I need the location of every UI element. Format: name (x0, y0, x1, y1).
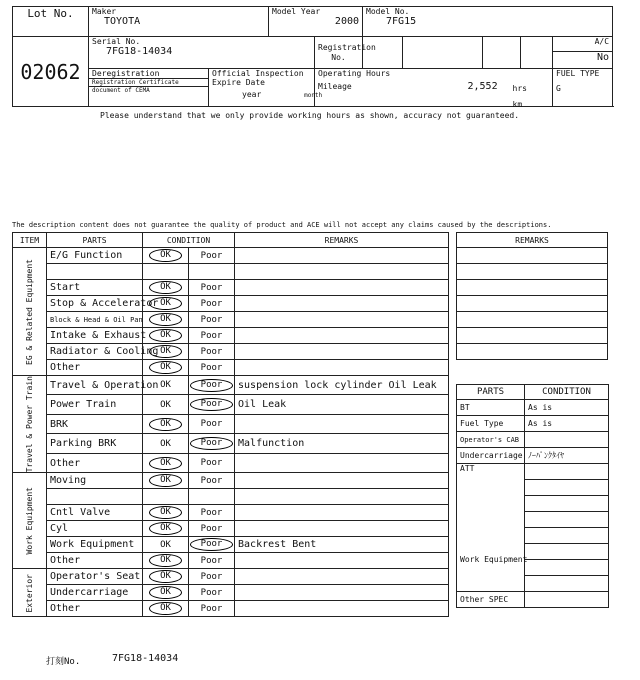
part-name: E/G Function (47, 248, 143, 264)
ok-cell (143, 248, 189, 264)
remark: suspension lock cylinder Oil Leak (235, 376, 449, 395)
part-name (47, 264, 143, 280)
ok-mark: OK (149, 418, 182, 431)
part-name: Start (47, 280, 143, 296)
remarks-header: REMARKS (235, 233, 449, 248)
remark (235, 248, 449, 264)
ok-cell (143, 328, 189, 344)
ok-cell (143, 537, 189, 553)
ok-mark: OK (149, 554, 182, 567)
spec-condition-header: CONDITION (525, 385, 609, 400)
remark (235, 569, 449, 585)
poor-cell (189, 521, 235, 537)
part-name: BRK (47, 414, 143, 433)
disclaimer: The description content does not guarantee the quality of product and ACE will not accept any claims caused by the descriptions. (12, 221, 552, 229)
right-remarks-row (457, 328, 608, 344)
ok-cell (143, 376, 189, 395)
part-name: Cyl (47, 521, 143, 537)
part-name: Undercarriage (47, 585, 143, 601)
condition-header: CONDITION (143, 233, 235, 248)
serial-cell (89, 37, 315, 69)
poor-mark: Poor (190, 398, 234, 411)
spec-cond (525, 528, 609, 544)
condition-row (13, 344, 449, 360)
poor-cell (189, 505, 235, 521)
spec-part: Undercarriage (457, 448, 525, 464)
remark (235, 296, 449, 312)
spec-cond (525, 496, 609, 512)
ok-mark: OK (149, 313, 182, 326)
condition-row (13, 280, 449, 296)
ok-cell (143, 489, 189, 505)
hours-unit: hrs (512, 83, 527, 93)
ok-cell (143, 312, 189, 328)
poor-mark: Poor (200, 603, 223, 614)
group-label-cell (13, 376, 47, 473)
spec-part: Operator's CAB (457, 432, 525, 448)
poor-mark: Poor (200, 314, 223, 325)
other-spec-label: Other SPEC (457, 592, 525, 608)
spec-part: BT (457, 400, 525, 416)
ac-value: No (596, 52, 610, 63)
remark (235, 601, 449, 617)
right-remarks-row (457, 296, 608, 312)
part-name: Operator's Seat (47, 569, 143, 585)
ok-cell (143, 553, 189, 569)
spec-cond (525, 576, 609, 592)
poor-cell (189, 473, 235, 489)
condition-row (13, 264, 449, 280)
ok-mark: OK (149, 329, 182, 342)
spec-cond (525, 560, 609, 576)
ok-mark: OK (149, 281, 182, 294)
month-label: month (304, 92, 323, 99)
spec-part: Fuel Type (457, 416, 525, 432)
condition-row (13, 296, 449, 312)
condition-row (13, 453, 449, 473)
model-year-value: 2000 (334, 16, 360, 27)
registration-label: Registration No. (315, 37, 363, 69)
remark (235, 280, 449, 296)
ok-mark: OK (149, 345, 182, 358)
poor-mark: Poor (200, 362, 223, 373)
dereg-doc: document of CEMA (92, 87, 150, 94)
serial-value: 7FG18-14034 (106, 46, 173, 57)
hours-label: Operating Hours (318, 69, 391, 78)
model-year-label: Model Year (272, 7, 321, 16)
fuel-label: FUEL TYPE (556, 69, 600, 78)
condition-row (13, 569, 449, 585)
registration-box-3 (483, 37, 521, 69)
remark: Oil Leak (235, 395, 449, 414)
right-remarks-row (457, 344, 608, 360)
ok-cell (143, 344, 189, 360)
ok-cell (143, 585, 189, 601)
poor-cell (189, 601, 235, 617)
ok-cell (143, 296, 189, 312)
condition-row (13, 585, 449, 601)
group-label: Exterior (25, 573, 34, 613)
condition-row (13, 489, 449, 505)
condition-row (13, 376, 449, 395)
ok-cell (143, 434, 189, 453)
remark (235, 473, 449, 489)
registration-box-2 (403, 37, 483, 69)
poor-cell (189, 453, 235, 473)
part-name: Cntl Valve (47, 505, 143, 521)
ok-cell (143, 395, 189, 414)
ok-cell (143, 569, 189, 585)
spec-cond: As is (525, 400, 609, 416)
poor-mark: Poor (200, 523, 223, 534)
hours-cell (315, 69, 553, 107)
spec-parts-header: PARTS (457, 385, 525, 400)
condition-row (13, 248, 449, 264)
poor-cell (189, 395, 235, 414)
poor-cell (189, 434, 235, 453)
spec-cond (525, 544, 609, 560)
condition-table (12, 232, 449, 617)
group-label: Work Equipment (25, 487, 34, 555)
poor-cell (189, 248, 235, 264)
right-remarks-row (457, 264, 608, 280)
header-table (12, 6, 613, 107)
ok-mark: OK (149, 474, 182, 487)
poor-cell (189, 264, 235, 280)
ok-mark: OK (149, 522, 182, 535)
spec-cond: As is (525, 416, 609, 432)
model-year-cell (269, 7, 363, 37)
remark (235, 360, 449, 376)
condition-row (13, 312, 449, 328)
poor-cell (189, 328, 235, 344)
maker-label: Maker (92, 7, 117, 16)
condition-row (13, 360, 449, 376)
condition-row (13, 473, 449, 489)
maker-value: TOYOTA (104, 16, 141, 27)
remark (235, 489, 449, 505)
condition-row (13, 521, 449, 537)
remark (235, 414, 449, 433)
poor-cell (189, 360, 235, 376)
poor-mark: Poor (200, 330, 223, 341)
group-label: Travel & Power Train (25, 376, 34, 473)
parts-header: PARTS (47, 233, 143, 248)
ok-cell (143, 280, 189, 296)
registration-box-1 (363, 37, 403, 69)
remark: Malfunction (235, 434, 449, 453)
ok-mark: OK (149, 602, 182, 615)
model-no-label: Model No. (366, 7, 410, 16)
part-name: Block & Head & Oil Pan (47, 312, 143, 328)
condition-row (13, 328, 449, 344)
condition-row (13, 601, 449, 617)
right-remarks-table (456, 232, 608, 360)
poor-mark: Poor (200, 282, 223, 293)
poor-mark: Poor (190, 538, 234, 551)
group-label-cell (13, 569, 47, 617)
spec-cond: ﾉｰﾊﾟﾝｸﾀｲﾔ (525, 448, 609, 464)
registration-box-4 (521, 37, 553, 69)
poor-mark: Poor (200, 507, 223, 518)
remark (235, 344, 449, 360)
group-label-cell (13, 473, 47, 569)
spec-cond (525, 432, 609, 448)
remark (235, 264, 449, 280)
remark (235, 585, 449, 601)
ok-mark: OK (160, 438, 171, 449)
hours-notice: Please understand that we only provide working hours as shown, accuracy not guaranteed. (100, 111, 520, 120)
stamp-value: 7FG18-14034 (112, 653, 179, 664)
part-name: Radiator & Cooling (47, 344, 143, 360)
condition-row (13, 537, 449, 553)
ac-cell (553, 37, 613, 69)
poor-mark: Poor (200, 419, 223, 430)
ok-mark: OK (149, 361, 182, 374)
right-remarks-row (457, 280, 608, 296)
ok-mark: OK (149, 297, 182, 310)
poor-cell (189, 376, 235, 395)
fuel-cell (553, 69, 613, 107)
poor-cell (189, 414, 235, 433)
part-name: Parking BRK (47, 434, 143, 453)
part-name: Stop & Accelerator (47, 296, 143, 312)
poor-cell (189, 344, 235, 360)
ok-cell (143, 473, 189, 489)
group-label-cell (13, 248, 47, 376)
condition-row (13, 505, 449, 521)
model-no-value: 7FG15 (386, 16, 417, 27)
condition-row (13, 553, 449, 569)
poor-cell (189, 312, 235, 328)
poor-mark: Poor (200, 475, 223, 486)
fuel-value: G (556, 84, 561, 93)
dereg-cert: Registration Certificate (89, 79, 208, 87)
ok-mark: OK (149, 586, 182, 599)
poor-cell (189, 296, 235, 312)
poor-mark: Poor (200, 458, 223, 469)
ac-label: A/C (553, 37, 612, 52)
ok-cell (143, 601, 189, 617)
part-name (47, 489, 143, 505)
condition-row (13, 434, 449, 453)
poor-cell (189, 569, 235, 585)
part-name: Other (47, 360, 143, 376)
att-label: ATT (457, 464, 525, 528)
remark (235, 505, 449, 521)
remark: Backrest Bent (235, 537, 449, 553)
hours-value: 2,552 (467, 80, 498, 92)
poor-mark: Poor (200, 250, 223, 261)
poor-mark: Poor (200, 587, 223, 598)
part-name: Other (47, 601, 143, 617)
remark (235, 312, 449, 328)
part-name: Other (47, 453, 143, 473)
poor-cell (189, 280, 235, 296)
remark (235, 453, 449, 473)
mileage-label: Mileage (318, 82, 352, 91)
ok-cell (143, 505, 189, 521)
part-name: Other (47, 553, 143, 569)
spec-table (456, 384, 609, 608)
mileage-unit: km (512, 99, 523, 109)
poor-cell (189, 537, 235, 553)
inspection-cell (209, 69, 323, 107)
ok-mark: OK (149, 570, 182, 583)
right-remarks-row (457, 248, 608, 264)
group-label: EG & Related Equipment (25, 258, 34, 365)
lot-label: Lot No. (13, 7, 89, 37)
ok-cell (143, 521, 189, 537)
work-equipment-label: Work Equipment (457, 528, 525, 592)
right-remarks-row (457, 312, 608, 328)
part-name: Moving (47, 473, 143, 489)
condition-row (13, 414, 449, 433)
dereg-cell (89, 69, 209, 107)
ok-cell (143, 360, 189, 376)
poor-mark: Poor (190, 379, 234, 392)
poor-cell (189, 489, 235, 505)
poor-cell (189, 553, 235, 569)
condition-row (13, 395, 449, 414)
ok-mark: OK (149, 457, 182, 470)
spec-cond (525, 464, 609, 480)
remark (235, 328, 449, 344)
remark (235, 553, 449, 569)
poor-mark: Poor (200, 298, 223, 309)
ok-cell (143, 264, 189, 280)
dereg-label: Deregistration (89, 69, 208, 79)
item-header: ITEM (13, 233, 47, 248)
ok-mark: OK (160, 399, 171, 410)
remark (235, 521, 449, 537)
model-no-cell (363, 7, 613, 37)
poor-mark: Poor (200, 346, 223, 357)
ok-mark: OK (160, 539, 171, 550)
lot-value: 02062 (13, 37, 89, 107)
ok-cell (143, 414, 189, 433)
ok-mark: OK (149, 249, 182, 262)
year-label: year (242, 90, 262, 99)
inspection-label: Official Inspection Expire Date (212, 69, 304, 87)
stamp-label: 打刻No. (46, 657, 81, 667)
right-remarks-header: REMARKS (457, 233, 608, 248)
poor-mark: Poor (200, 555, 223, 566)
ok-cell (143, 453, 189, 473)
part-name: Work Equipment (47, 537, 143, 553)
spec-cond (525, 592, 609, 608)
maker-cell (89, 7, 269, 37)
poor-mark: Poor (190, 437, 234, 450)
spec-cond (525, 480, 609, 496)
poor-mark: Poor (200, 571, 223, 582)
serial-label: Serial No. (92, 37, 141, 46)
part-name: Travel & Operation (47, 376, 143, 395)
part-name: Intake & Exhaust (47, 328, 143, 344)
ok-mark: OK (149, 506, 182, 519)
poor-cell (189, 585, 235, 601)
part-name: Power Train (47, 395, 143, 414)
ok-mark: OK (160, 380, 171, 391)
spec-cond (525, 512, 609, 528)
